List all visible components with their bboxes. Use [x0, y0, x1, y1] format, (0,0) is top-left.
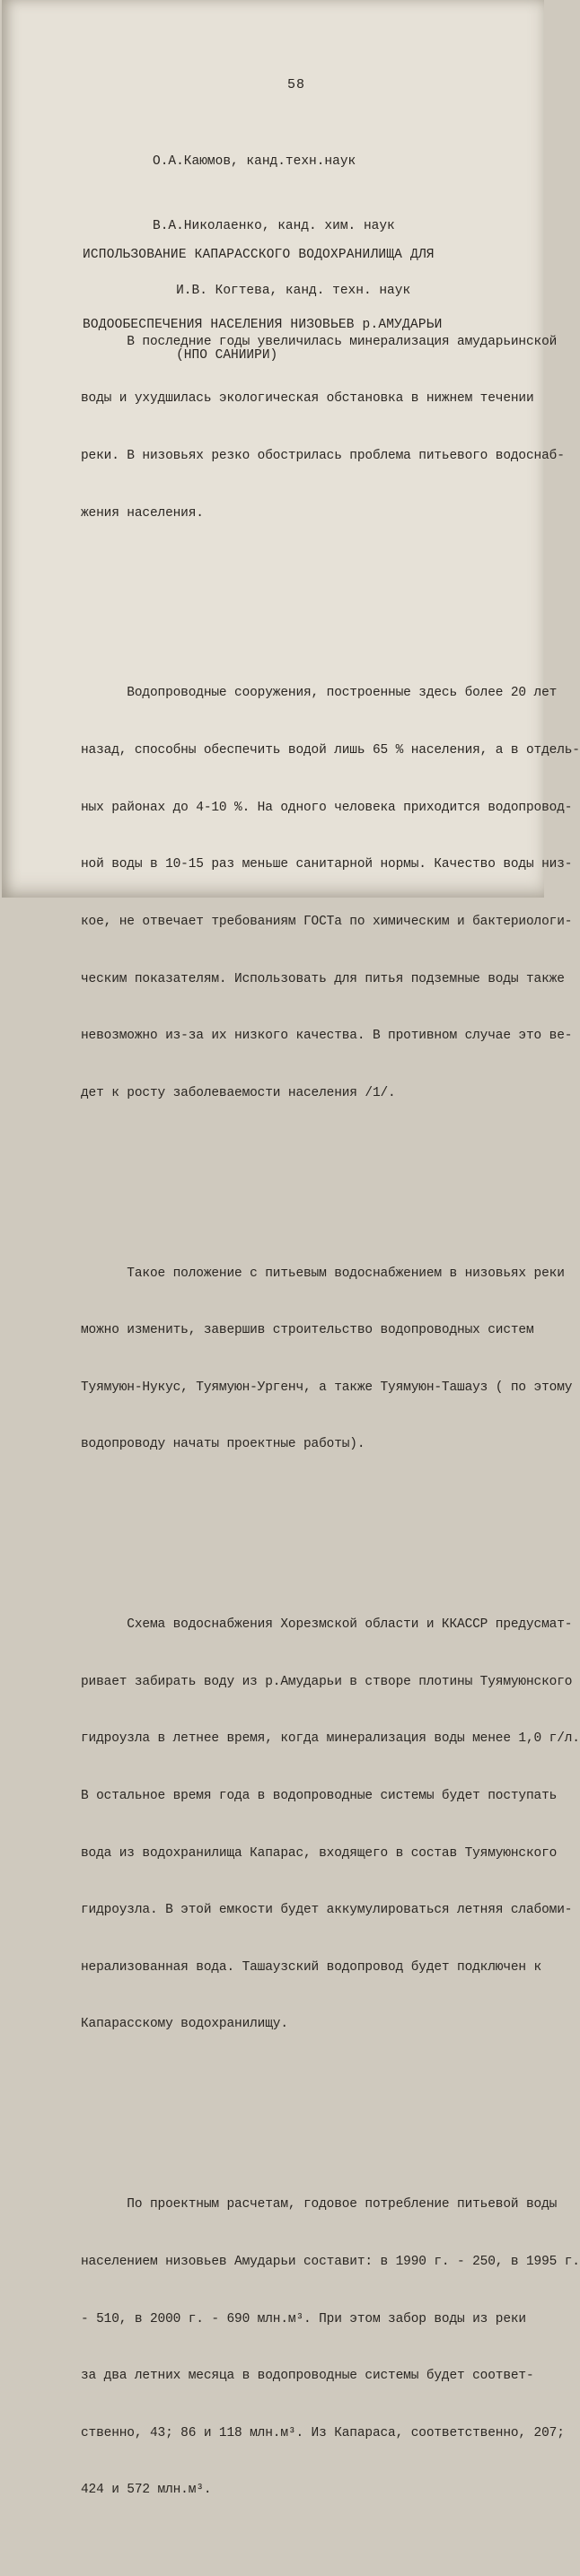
author-line: В.А.Николаенко, канд. хим. наук: [153, 219, 395, 233]
text-line: Схема водоснабжения Хорезмской области и ККАССР предусмат-: [81, 1617, 573, 1633]
text-line: реки. В низовьях резко обострилась проблема питьевого водоснаб-: [81, 449, 565, 464]
text-line: ной воды в 10-15 раз меньше санитарной нормы. Качество воды низ-: [81, 857, 573, 872]
author-line: О.А.Каюмов, канд.техн.наук: [153, 154, 356, 169]
text-line: за два летних месяца в водопроводные системы будет соответ-: [81, 2369, 534, 2384]
author-line: И.В. Когтева, канд. техн. наук: [153, 284, 411, 298]
text-line: ственно, 43; 86 и 118 млн.м³. Из Капараса, соответственно, 207;: [81, 2425, 565, 2440]
text-line: 424 и 572 млн.м³.: [81, 2483, 212, 2498]
text-line: невозможно из-за их низкого качества. В противном случае это ве-: [81, 1029, 573, 1044]
text-line: вода из водохранилища Капарас, входящего в состав Туямуюнского: [81, 1845, 558, 1861]
text-line: ных районах до 4-10 %. На одного человека приходится водопровод-: [81, 800, 573, 815]
title-line: ИСПОЛЬЗОВАНИЕ КАПАРАССКОГО ВОДОХРАНИЛИЩА ДЛЯ: [83, 248, 435, 262]
text-line: ривает забирать воду из р.Амударьи в створе плотины Туямуюнского: [81, 1674, 573, 1689]
text-line: Водопроводные сооружения, построенные здесь более 20 лет: [81, 686, 558, 701]
text-line: В остальное время года в водопроводные системы будет поступать: [81, 1789, 558, 1804]
text-line: По проектным расчетам, годовое потребление питьевой воды: [81, 2197, 558, 2212]
text-line: воды и ухудшилась экологическая обстановка в нижнем течении: [81, 391, 534, 407]
text-line: жения населения.: [81, 505, 204, 521]
text-line: нерализованная вода. Ташаузский водопровод будет подключен к: [81, 1959, 542, 1975]
paragraph: [81, 1226, 573, 1493]
paragraph-gap: [81, 1530, 548, 1539]
text-line: можно изменить, завершив строительство водопроводных систем: [81, 1323, 534, 1338]
text-line: Капарасскому водохранилищу.: [81, 2017, 288, 2032]
text-line: Туямуюн-Нукус, Туямуюн-Ургенч, а также Туямуюн-Ташауз ( по этому: [81, 1380, 573, 1395]
paragraph-gap: [81, 2111, 548, 2120]
title-line: ВОДООБЕСПЕЧЕНИЯ НАСЕЛЕНИЯ НИЗОВЬЕВ р.АМУДАРЬИ: [83, 318, 443, 332]
paragraph: [81, 2158, 580, 2538]
text-line: гидроузла в летнее время, когда минерализация воды менее 1,0 г/л.: [81, 1731, 580, 1747]
text-line: ческим показателям. Использовать для питья подземные воды также: [81, 971, 565, 986]
text-line: дет к росту заболеваемости населения /1/.: [81, 1085, 396, 1100]
text-line: водопроводу начаты проектные работы).: [81, 1437, 365, 1452]
paragraph: [81, 646, 580, 1141]
text-line: населением низовьев Амударьи составит: в 1990 г. - 250, в 1995 г.: [81, 2254, 580, 2269]
text-line: - 510, в 2000 г. - 690 млн.м³. При этом забор воды из реки: [81, 2311, 526, 2326]
text-line: гидроузла. В этой емкости будет аккумулироваться летняя слабоми-: [81, 1903, 573, 1918]
paragraph-gap: [81, 600, 548, 609]
text-line: назад, способны обеспечить водой лишь 65 % населения, а в отдель-: [81, 743, 580, 758]
page-number: 58: [287, 77, 306, 92]
paragraph: [81, 294, 565, 561]
paragraph: [81, 1578, 580, 2072]
article-body: [81, 257, 580, 2576]
text-line: Такое положение с питьевым водоснабжением в низовьях реки: [81, 1266, 565, 1281]
paragraph-gap: [81, 1179, 548, 1188]
text-line: кое, не отвечает требованиям ГОСТа по химическим и бактериологи-: [81, 914, 573, 929]
text-line: В последние годы увеличилась минерализация амударьинской: [81, 334, 558, 349]
document-page: [2, 0, 580, 2498]
affiliation: (НПО САНИИРИ): [153, 348, 278, 363]
